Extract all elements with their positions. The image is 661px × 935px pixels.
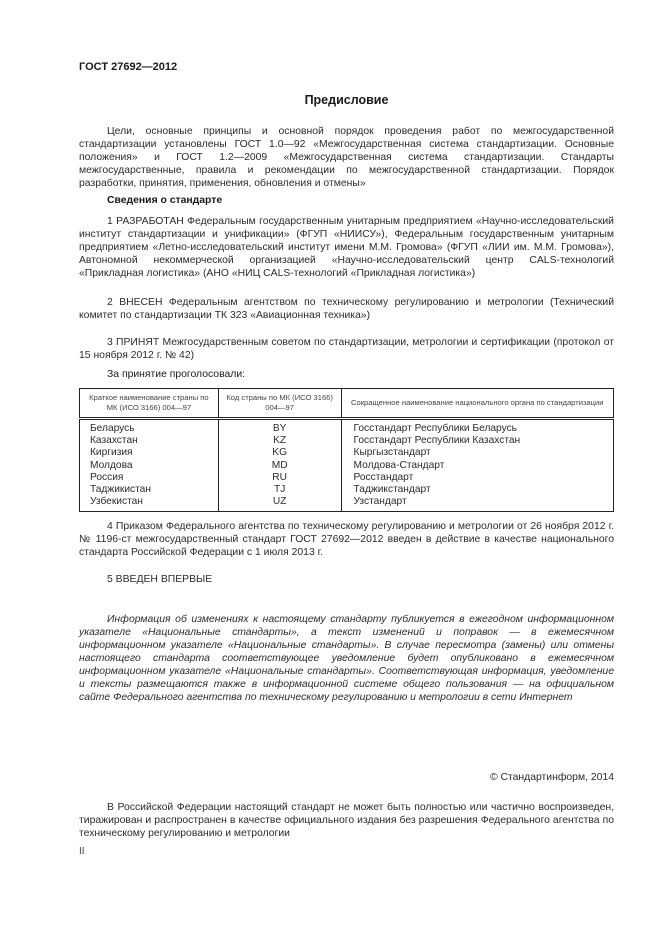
country-cell: Казахстан — [80, 435, 219, 447]
body-cell: Молдова-Стандарт — [341, 460, 613, 472]
item-adopted: 3 ПРИНЯТ Межгосударственным советом по стандартизации, метрологии и сертификации (протокол от 15 ноября 2012 г. № 42) — [79, 337, 614, 361]
code-cell: RU — [218, 472, 341, 484]
table-row — [80, 472, 614, 484]
column-header-country: Краткое наименование страны по МК (ИСО 3166) 004—97 — [80, 389, 219, 419]
item-submitted: 2 ВНЕСЕН Федеральным агентством по техническому регулированию и метрологии (Технический комитет по стандартизации ТК 323 «Авиационная техника») — [79, 297, 614, 321]
page-title: Предисловие — [304, 93, 389, 107]
code-cell: KG — [218, 447, 341, 459]
body-cell: Госстандарт Республики Казахстан — [341, 435, 613, 447]
table-row — [80, 419, 614, 436]
amendments-notice: Информация об изменениях к настоящему стандарту публикуется в ежегодном информационном указателе «Национальные стандарты», а текст изменений и поправок — в ежемесячном информационном указателе «Национальные стандарты». В случае пересмотра (замены) или отмены настоящего стандарта соответствующее уведомление будет опубликовано в ежемесячном информационном указателе «Национальные стандарты». Соответствующая информация, уведомление и тексты размещаются также в информационной системе общего пользования — на официальном сайте Федерального агентства по техническому регулированию и метрологии в сети Интернет — [79, 614, 614, 703]
country-cell: Беларусь — [80, 419, 219, 436]
country-cell: Молдова — [80, 460, 219, 472]
column-header-code: Код страны по МК (ИСО 3166) 004—97 — [218, 389, 341, 419]
document-id-header: ГОСТ 27692—2012 — [79, 61, 178, 73]
table-header-row — [80, 389, 614, 419]
code-cell: BY — [218, 419, 341, 436]
item-first-introduced: 5 ВВЕДЕН ВПЕРВЫЕ — [107, 574, 213, 585]
page-number: II — [79, 846, 85, 857]
body-cell: Госстандарт Республики Беларусь — [341, 419, 613, 436]
vote-label: За принятие проголосовали: — [107, 369, 246, 380]
section-heading: Сведения о стандарте — [107, 195, 223, 206]
table-row — [80, 460, 614, 472]
code-cell: UZ — [218, 496, 341, 512]
table-row — [80, 447, 614, 459]
country-cell: Россия — [80, 472, 219, 484]
item-enacted: 4 Приказом Федерального агентства по техническому регулированию и метрологии от 26 ноября 2012 г. № 1196-ст межгосударственный стандарт ГОСТ 27692—2012 введен в действие в качестве национального стандарта Российской Федерации с 1 июля 2013 г. — [79, 521, 614, 558]
table-row — [80, 484, 614, 496]
table-row — [80, 435, 614, 447]
intro-paragraph: Цели, основные принципы и основной порядок проведения работ по межгосударственной стандартизации установлены ГОСТ 1.0—92 «Межгосударственная система стандартизации. Основные положения» и ГОСТ 1.2—2009 «Межгосударственная система стандартизации. Стандарты межгосударственные, правила и рекомендации по межгосударственной стандартизации. Порядок разработки, принятия, применения, обновления и отмены» — [79, 126, 614, 189]
code-cell: TJ — [218, 484, 341, 496]
country-cell: Таджикистан — [80, 484, 219, 496]
body-cell: Таджикстандарт — [341, 484, 613, 496]
item-developed: 1 РАЗРАБОТАН Федеральным государственным унитарным предприятием «Научно-исследовательский институт стандартизации и унификации» (ФГУП «НИИСУ»), Федеральным государственным унитарным предприятием «Летно-исследовательский институт имени М.М. Громова» (ФГУП «ЛИИ им. М.М. Громова»), Автономной некоммерческой организацией «Научно-исследовательский центр CALS-технологий «Прикладная логистика» (АНО «НИЦ CALS-технологий «Прикладная логистика») — [79, 216, 614, 279]
body-cell: Кыргызстандарт — [341, 447, 613, 459]
body-cell: Росстандарт — [341, 472, 613, 484]
table-row — [80, 496, 614, 512]
copyright-line: © Стандартинформ, 2014 — [489, 772, 614, 783]
body-cell: Узстандарт — [341, 496, 613, 512]
vote-table — [79, 388, 614, 512]
country-cell: Киргизия — [80, 447, 219, 459]
column-header-body: Сокращенное наименование национального органа по стандартизации — [341, 389, 613, 419]
reproduction-rights: В Российской Федерации настоящий стандарт не может быть полностью или частично воспроизведен, тиражирован и распространен в качестве официального издания без разрешения Федерального агентства по техническому регулированию и метрологии — [79, 802, 614, 839]
country-cell: Узбекистан — [80, 496, 219, 512]
code-cell: MD — [218, 460, 341, 472]
code-cell: KZ — [218, 435, 341, 447]
